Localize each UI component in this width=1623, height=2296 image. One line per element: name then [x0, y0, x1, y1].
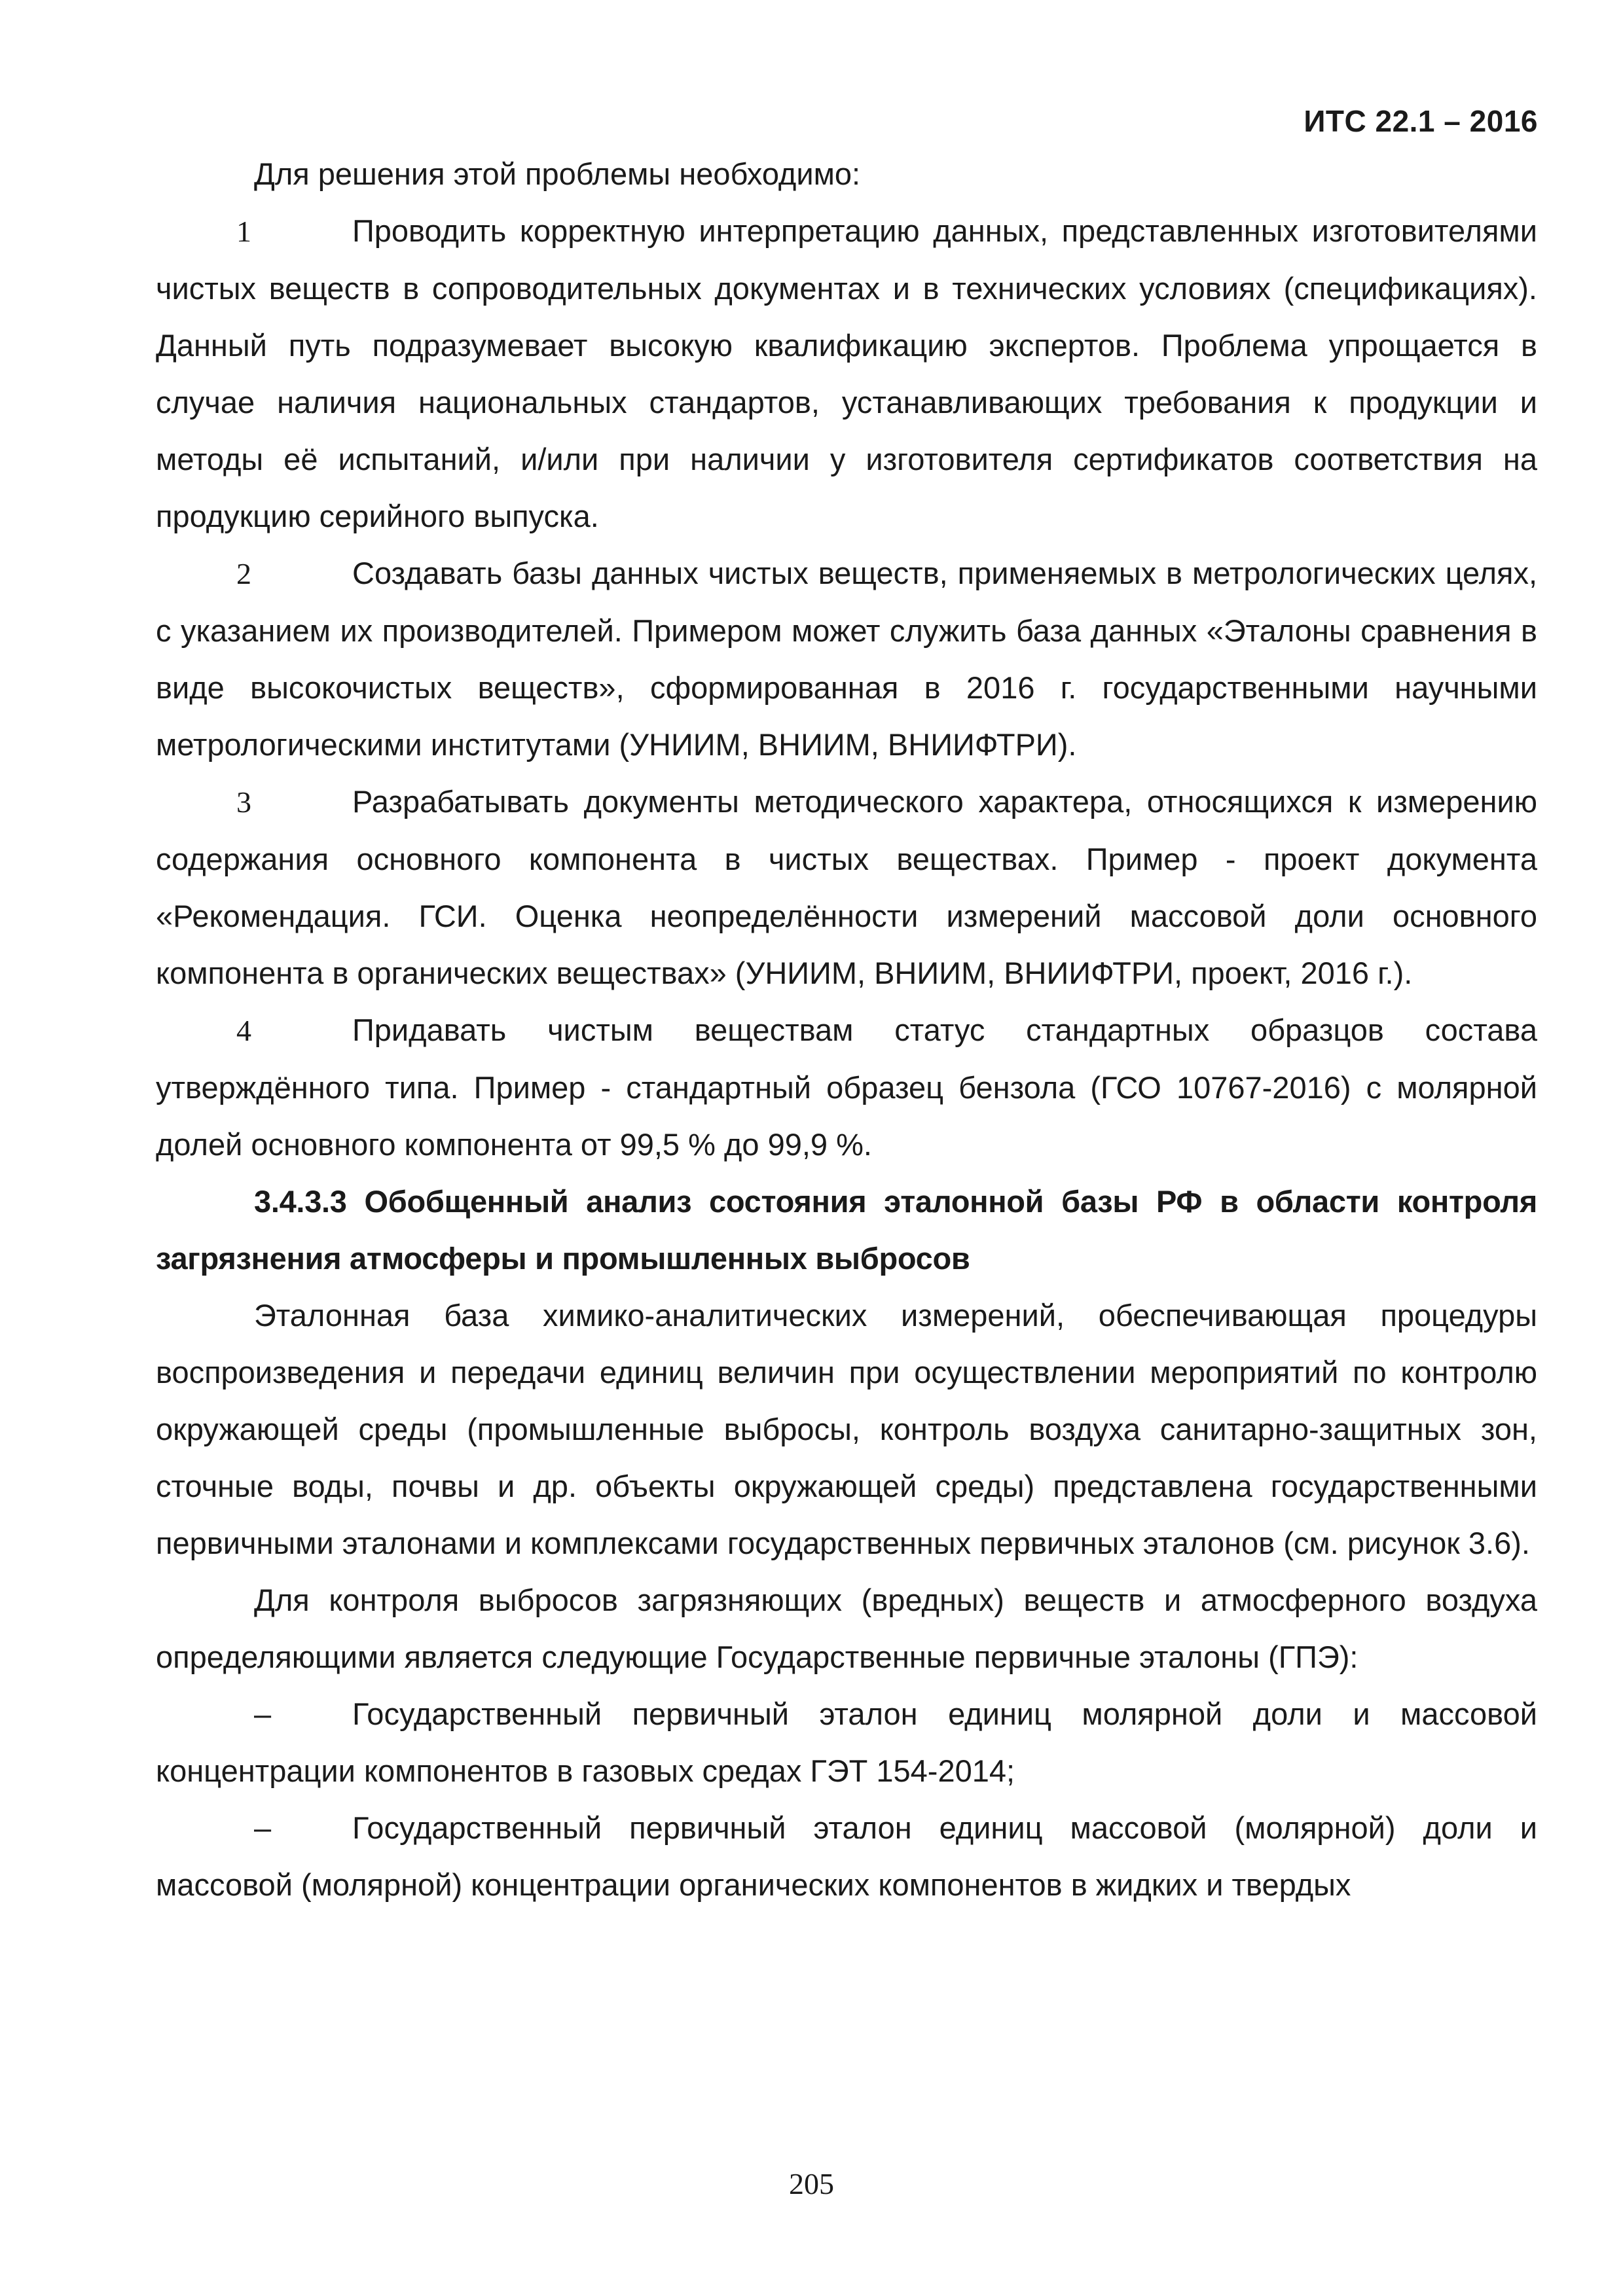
list-item-text: Разрабатывать документы методического характера, относящихся к измерению содержания основного компонента в чистых веществах. Пример - проект документа «Рекомендация. ГСИ. Оценка неопределённости измерений массовой доли основного компонента в органических веществах» (УНИИМ, ВНИИМ, ВНИИФТРИ, проект, 2016 г.).	[156, 784, 1537, 990]
document-body	[156, 145, 1537, 1913]
list-item-number: 2	[236, 557, 251, 590]
dash-list-item	[156, 1685, 1537, 1799]
document-id-header: ИТС 22.1 – 2016	[1304, 104, 1538, 138]
intro-paragraph: Для решения этой проблемы необходимо:	[254, 156, 861, 191]
dash-marker: –	[254, 1810, 272, 1845]
dash-marker: –	[254, 1696, 272, 1731]
list-item-number: 3	[236, 785, 251, 819]
list-item	[156, 545, 1537, 773]
dash-list-item-text: Государственный первичный эталон единиц массовой (молярной) доли и массовой (молярной) концентрации органических компонентов в жидких и твердых	[156, 1810, 1537, 1902]
list-item-text: Создавать базы данных чистых веществ, применяемых в метрологических целях, с указанием их производителей. Примером может служить база данных «Эталоны сравнения в виде высокочистых веществ», сформированная в 2016 г. государственными научными метрологическими институтами (УНИИМ, ВНИИМ, ВНИИФТРИ).	[156, 556, 1537, 762]
dash-list-item-text: Государственный первичный эталон единиц молярной доли и массовой концентрации компонентов в газовых средах ГЭТ 154-2014;	[156, 1696, 1537, 1788]
list-item-number: 4	[236, 1014, 251, 1047]
section-heading: 3.4.3.3 Обобщенный анализ состояния эталонной базы РФ в области контроля загрязнения атмосферы и промышленных выбросов	[156, 1184, 1537, 1276]
list-item	[156, 1001, 1537, 1173]
list-item-text: Проводить корректную интерпретацию данных, представленных изготовителями чистых веществ в сопроводительных документах и в технических условиях (спецификациях). Данный путь подразумевает высокую квалификацию экспертов. Проблема упрощается в случае наличия национальных стандартов, устанавливающих требования к продукции и методы её испытаний, и/или при наличии у изготовителя сертификатов соответствия на продукцию серийного выпуска.	[156, 213, 1537, 533]
list-item	[156, 202, 1537, 545]
list-item-text: Придавать чистым веществам статус стандартных образцов состава утверждённого типа. Пример - стандартный образец бензола (ГСО 10767-2016) с молярной долей основного компонента от 99,5 % до 99,9 %.	[156, 1013, 1537, 1162]
list-item	[156, 773, 1537, 1001]
dash-list-item	[156, 1799, 1537, 1913]
page-number: 205	[789, 2167, 834, 2200]
section-paragraph-2: Для контроля выбросов загрязняющих (вредных) веществ и атмосферного воздуха определяющими является следующие Государственные первичные эталоны (ГПЭ):	[156, 1583, 1537, 1674]
section-paragraph-1: Эталонная база химико-аналитических измерений, обеспечивающая процедуры воспроизведения и передачи единиц величин при осуществлении мероприятий по контролю окружающей среды (промышленные выбросы, контроль воздуха санитарно-защитных зон, сточные воды, почвы и др. объекты окружающей среды) представлена государственными первичными эталонами и комплексами государственных первичных эталонов (см. рисунок 3.6).	[156, 1298, 1537, 1560]
list-item-number: 1	[236, 215, 251, 248]
